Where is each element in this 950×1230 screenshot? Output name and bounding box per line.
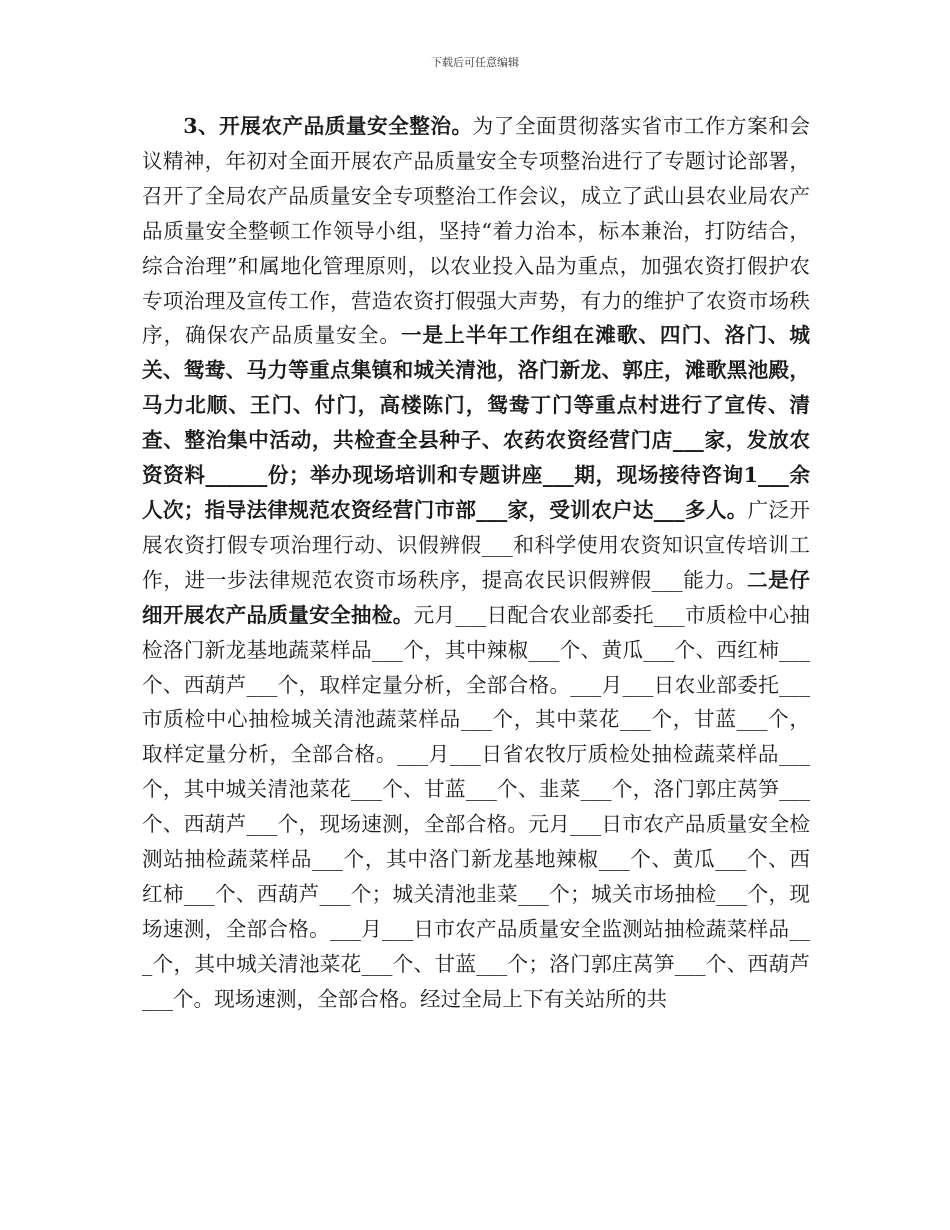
body-paragraph <box>142 109 810 1017</box>
paragraph-text-inspection: 元月___日配合农业部委托___市质检中心抽检洛门新龙基地蔬菜样品___个，其中辣椒___个、黄瓜___个、西红柿___个、西葫芦___个，取样定量分析，全部合格。___月___日农业部委托___市质检中心抽检城关清池蔬菜样品___个，其中菜花___个，甘蓝___个，取样定量分析，全部合格。___月___日省农牧厅质检处抽检蔬菜样品___个，其中城关清池菜花___个、甘蓝___个、韭菜___个，洛门郭庄莴笋___个、西葫芦___个，现场速测，全部合格。元月___日市农产品质量安全检测站抽检蔬菜样品___个，其中洛门新龙基地辣椒___个、黄瓜___个、西红柿___个、西葫芦___个；城关清池韭菜___个；城关市场抽检___个，现场速测，全部合格。___月___日市农产品质量安全监测站抽检蔬菜样品___个，其中城关清池菜花___个、甘蓝___个；洛门郭庄莴笋___个、西葫芦___个。现场速测，全部合格。经过全局上下有关站所的共 <box>142 602 811 1011</box>
paragraph-text-training: 广泛开展农资打假专项治理行动、识假辨假___和科学使用农资知识宣传培训工作，进一步法律规范农资市场秩序，提高农民识假辨假___能力。 <box>142 497 811 592</box>
paragraph-text-point-two: 二是仔细开展农产品质量安全抽检。 <box>142 567 811 627</box>
paragraph-text-point-one: 一是上半年工作组在滩歌、四门、洛门、城关、鸳鸯、马力等重点集镇和城关清池，洛门新龙、郭庄，滩歌黑池殿，马力北顺、王门、付门，高楼陈门，鸳鸯丁门等重点村进行了宣传、清查、整治集中活动，共检查全县种子、农药农资经营门店___家，发放农资资料______份；举办现场培训和专题讲座___期，现场接待咨询1___余人次；指导法律规范农资经营门市部___家，受训农户达___多人。 <box>142 323 811 522</box>
paragraph-text-intro: 为了全面贯彻落实省市工作方案和会议精神，年初对全面开展农产品质量安全专项整治进行了专题讨论部署，召开了全局农产品质量安全专项整治工作会议，成立了武山县农业局农产品质量安全整顿工作领导小组，坚持“着力治本，标本兼治，打防结合，综合治理”和属地化管理原则，以农业投入品为重点，加强农资打假护农专项治理及宣传工作，营造农资打假强大声势，有力的维护了农资市场秩序，确保农产品质量安全。 <box>142 114 811 348</box>
page-header: 下载后可任意编辑 <box>431 56 519 69</box>
section-heading: 3、开展农产品质量安全整治。 <box>183 114 473 138</box>
